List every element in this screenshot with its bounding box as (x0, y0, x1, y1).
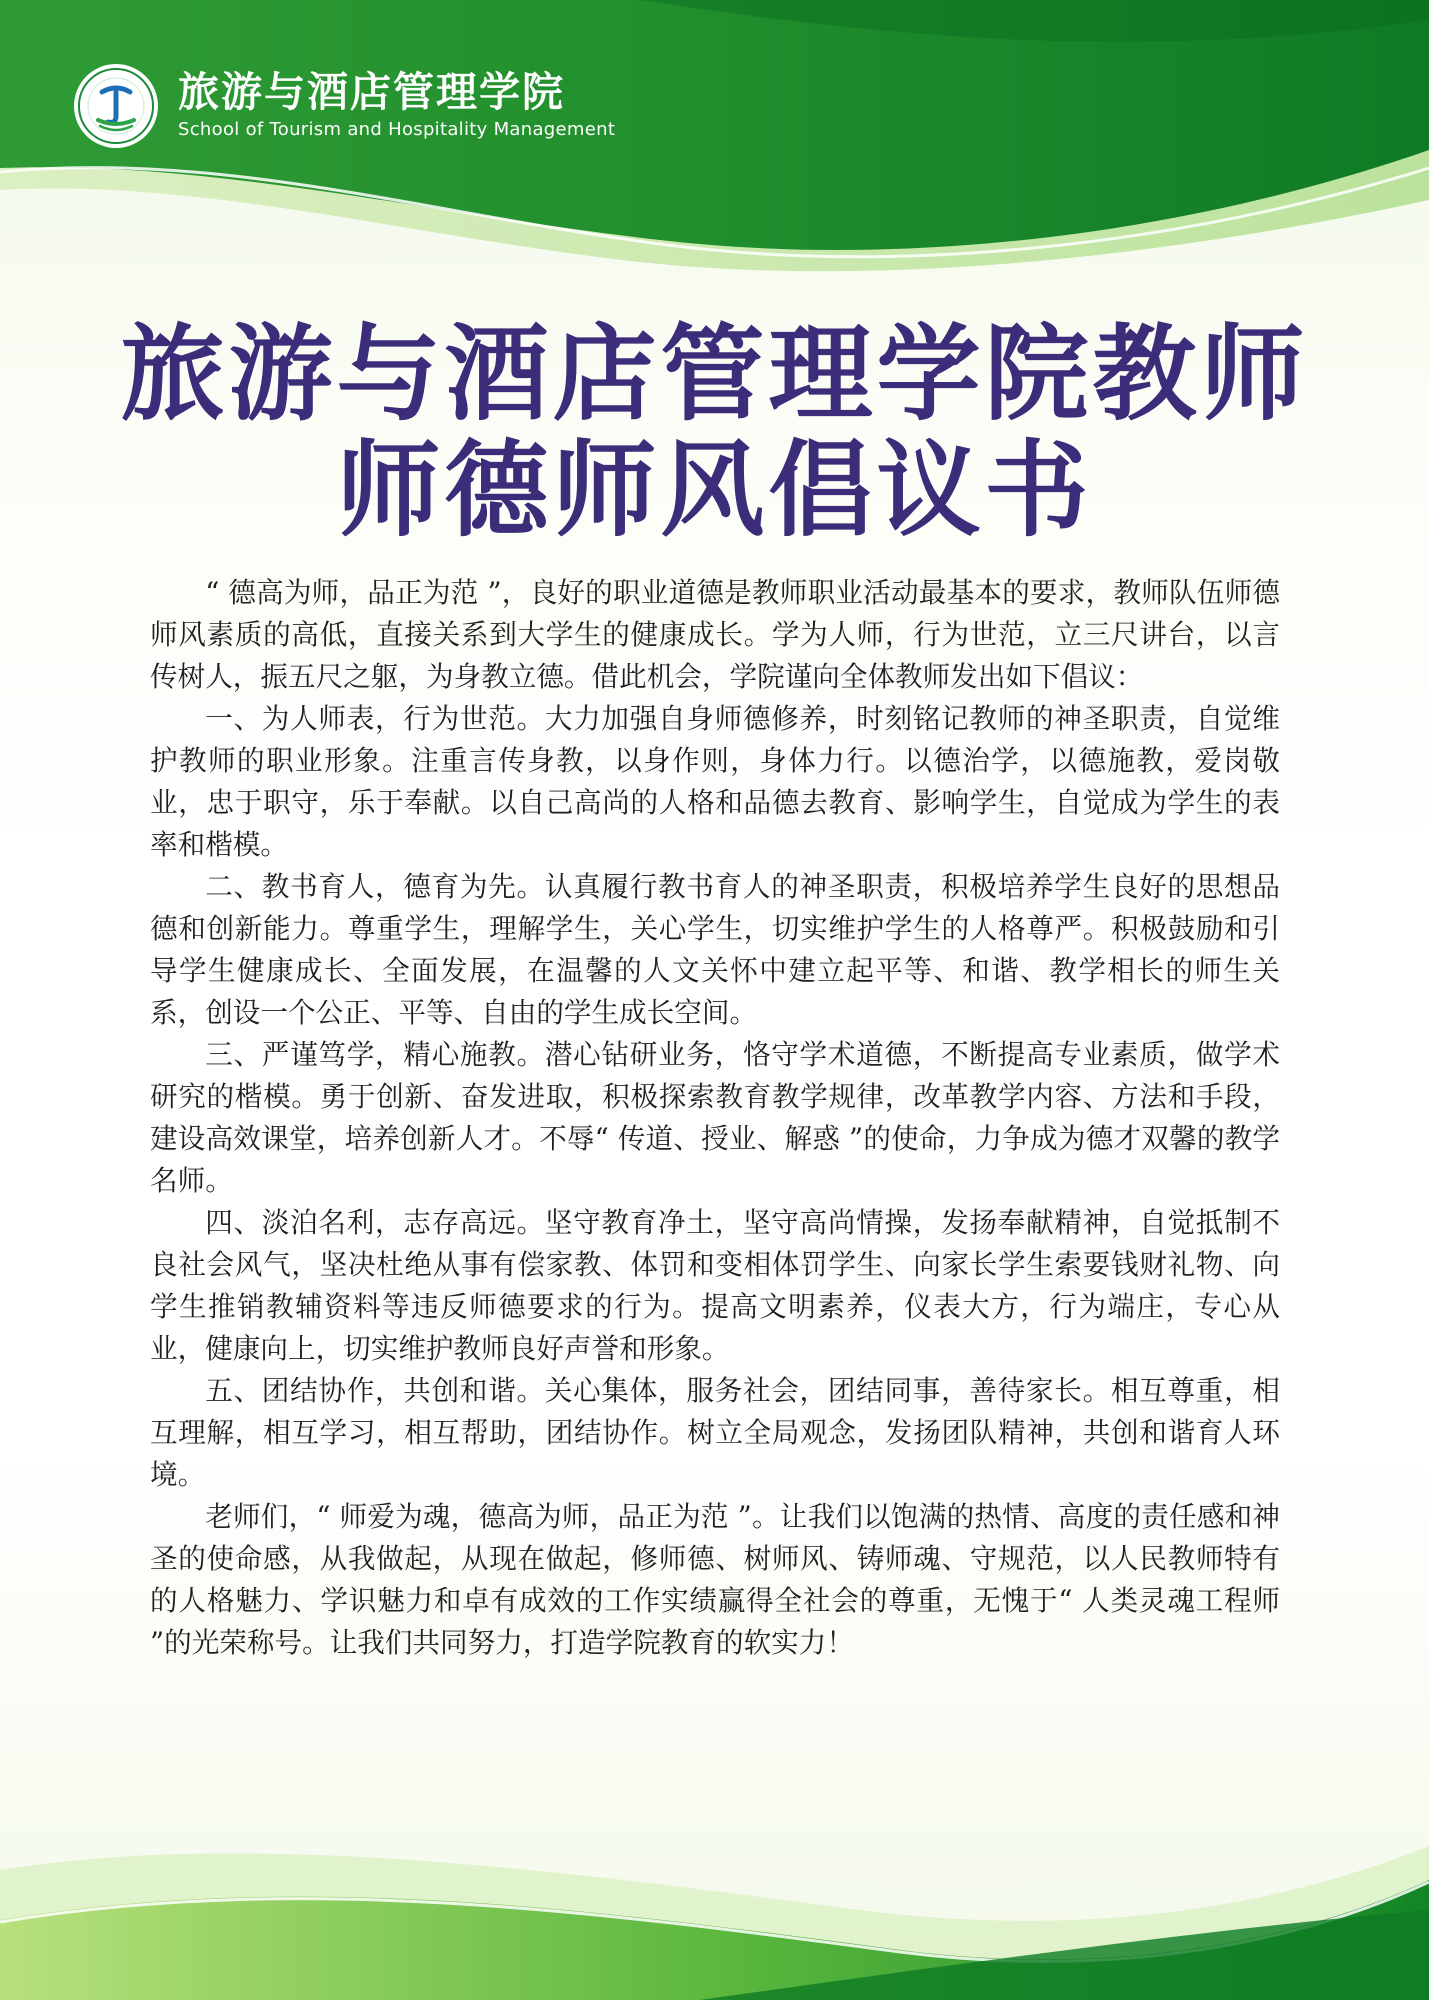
school-name-cn: 旅游与酒店管理学院 (178, 68, 565, 116)
school-name-en: School of Tourism and Hospitality Management (178, 119, 616, 140)
paragraph-item-2: 二、教书育人，德育为先。认真履行教书育人的神圣职责，积极培养学生良好的思想品德和创新能力。尊重学生，理解学生，关心学生，切实维护学生的人格尊严。积极鼓励和引导学生健康成长、全面发展，在温馨的人文关怀中建立起平等、和谐、教学相长的师生关系，创设一个公正、平等、自由的学生成长空间。 (150, 870, 1280, 1029)
bottom-wave-decoration (0, 1760, 1429, 2000)
page-title (0, 312, 1429, 551)
proposal-body (150, 572, 1280, 1664)
header (72, 58, 615, 154)
paragraph-item-1: 一、为人师表，行为世范。大力加强自身师德修养，时刻铭记教师的神圣职责，自觉维护教师的职业形象。注重言传身教，以身作则，身体力行。以德治学，以德施教，爱岗敬业，忠于职守，乐于奉献。以自己高尚的人格和品德去教育、影响学生，自觉成为学生的表率和楷模。 (150, 702, 1280, 861)
title-line-2: 师德师风倡议书 (336, 428, 1093, 551)
school-emblem-icon (72, 62, 160, 150)
paragraph-item-4: 四、淡泊名利，志存高远。坚守教育净土，坚守高尚情操，发扬奉献精神，自觉抵制不良社会风气，坚决杜绝从事有偿家教、体罚和变相体罚学生、向家长学生索要钱财礼物、向学生推销教辅资料等违反师德要求的行为。提高文明素养，仪表大方，行为端庄，专心从业，健康向上，切实维护教师良好声誉和形象。 (150, 1206, 1280, 1365)
paragraph-item-5: 五、团结协作，共创和谐。关心集体，服务社会，团结同事，善待家长。相互尊重，相互理解，相互学习，相互帮助，团结协作。树立全局观念，发扬团队精神，共创和谐育人环境。 (150, 1374, 1280, 1491)
paragraph-intro: “ 德高为师，品正为范 ”，良好的职业道德是教师职业活动最基本的要求，教师队伍师德师风素质的高低，直接关系到大学生的健康成长。学为人师，行为世范，立三尺讲台，以言传树人，振五尺之躯，为身教立德。借此机会，学院谨向全体教师发出如下倡议： (150, 576, 1280, 693)
paragraph-closing: 老师们，“ 师爱为魂，德高为师，品正为范 ”。让我们以饱满的热情、高度的责任感和神圣的使命感，从我做起，从现在做起，修师德、树师风、铸师魂、守规范，以人民教师特有的人格魅力、学识魅力和卓有成效的工作实绩赢得全社会的尊重，无愧于“ 人类灵魂工程师 ”的光荣称号。让我们共同努力，打造学院教育的软实力！ (150, 1500, 1280, 1659)
paragraph-item-3: 三、严谨笃学，精心施教。潜心钻研业务，恪守学术道德，不断提高专业素质，做学术研究的楷模。勇于创新、奋发进取，积极探索教育教学规律，改革教学内容、方法和手段，建设高效课堂，培养创新人才。不辱“ 传道、授业、解惑 ”的使命，力争成为德才双馨的教学名师。 (150, 1038, 1280, 1197)
title-line-1: 旅游与酒店管理学院教师 (120, 312, 1309, 435)
school-name-block (178, 68, 615, 144)
